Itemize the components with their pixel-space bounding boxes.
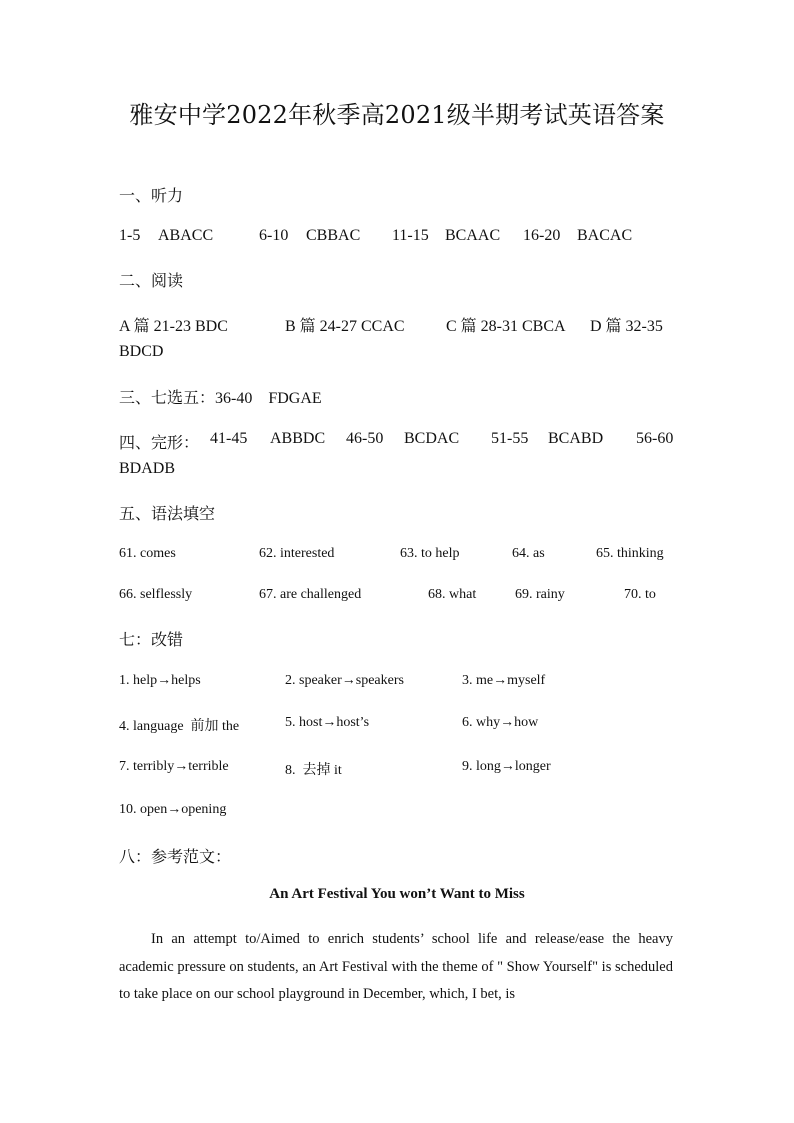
correction-item: 3. me→myself bbox=[462, 673, 546, 688]
essay-title: An Art Festival You won’t Want to Miss bbox=[269, 886, 525, 902]
grammar-answer: 62. interested bbox=[259, 546, 335, 561]
seven-range: 36-40 bbox=[215, 390, 253, 407]
listening-answer: BCAAC bbox=[445, 227, 501, 244]
cloze-continued: BDADB bbox=[119, 460, 176, 477]
grammar-answer: 63. to help bbox=[400, 546, 460, 561]
listening-range: 16-20 bbox=[523, 227, 561, 244]
writing-heading: 八：参考范文： bbox=[119, 847, 232, 866]
grammar-answer: 68. what bbox=[428, 587, 477, 602]
cloze-answer: BCDAC bbox=[404, 430, 460, 447]
grammar-answer: 61. comes bbox=[119, 546, 176, 561]
grammar-heading: 五、语法填空 bbox=[119, 504, 216, 523]
correction-item: 5. host→host’s bbox=[285, 715, 370, 730]
correction-item: 2. speaker→speakers bbox=[285, 673, 404, 688]
cloze-range: 41-45 bbox=[210, 430, 248, 447]
reading-d-continued: BDCD bbox=[119, 343, 164, 360]
correction-item: 6. why→how bbox=[462, 715, 539, 730]
cloze-answer: ABBDC bbox=[270, 430, 326, 447]
cloze-range: 51-55 bbox=[491, 430, 529, 447]
reading-heading: 二、阅读 bbox=[119, 271, 184, 290]
grammar-answer: 65. thinking bbox=[596, 546, 664, 561]
page-title: 雅安中学2022年秋季高2021级半期考试英语答案 bbox=[129, 101, 665, 129]
grammar-answer: 66. selflessly bbox=[119, 587, 193, 602]
listening-range: 1-5 bbox=[119, 227, 141, 244]
cloze-range: 46-50 bbox=[346, 430, 384, 447]
cloze-answer: BCABD bbox=[548, 430, 604, 447]
grammar-answer: 67. are challenged bbox=[259, 587, 362, 602]
listening-answer: CBBAC bbox=[306, 227, 361, 244]
grammar-answer: 69. rainy bbox=[515, 587, 565, 602]
reading-b: B 篇 24-27 CCAC bbox=[285, 318, 405, 335]
cloze-range: 56-60 bbox=[636, 430, 674, 447]
cloze-label: 四、完形： bbox=[119, 433, 200, 452]
seven-choose-five bbox=[119, 385, 322, 408]
listening-answer: ABACC bbox=[158, 227, 214, 244]
correction-item: 10. open→opening bbox=[119, 802, 227, 817]
reading-a: A 篇 21-23 BDC bbox=[119, 318, 228, 335]
correction-item: 8. 去掉 it bbox=[285, 763, 342, 778]
correction-item: 7. terribly→terrible bbox=[119, 759, 229, 774]
correction-item: 9. long→longer bbox=[462, 759, 551, 774]
correction-item: 4. language 前加 the bbox=[119, 719, 240, 734]
reading-c: C 篇 28-31 CBCA bbox=[446, 318, 566, 335]
grammar-answer: 64. as bbox=[512, 546, 545, 561]
grammar-answer: 70. to bbox=[624, 587, 656, 602]
reading-d: D 篇 32-35 bbox=[590, 318, 663, 335]
listening-range: 11-15 bbox=[392, 227, 429, 244]
essay-paragraph: In an attempt to/Aimed to enrich students’ school life and release/ease the heavy academic pressure on students, an Art Festival with the theme of " Show Yourself" is scheduled to take place on our school playground in December, which, I bet, is bbox=[119, 931, 673, 1002]
seven-answer: FDGAE bbox=[268, 390, 322, 407]
seven-label: 三、七选五： bbox=[119, 388, 216, 407]
correction-heading: 七：改错 bbox=[119, 630, 184, 649]
correction-item: 1. help→helps bbox=[119, 673, 201, 688]
listening-heading: 一、听力 bbox=[119, 186, 184, 205]
listening-range: 6-10 bbox=[259, 227, 289, 244]
listening-answer: BACAC bbox=[577, 227, 633, 244]
